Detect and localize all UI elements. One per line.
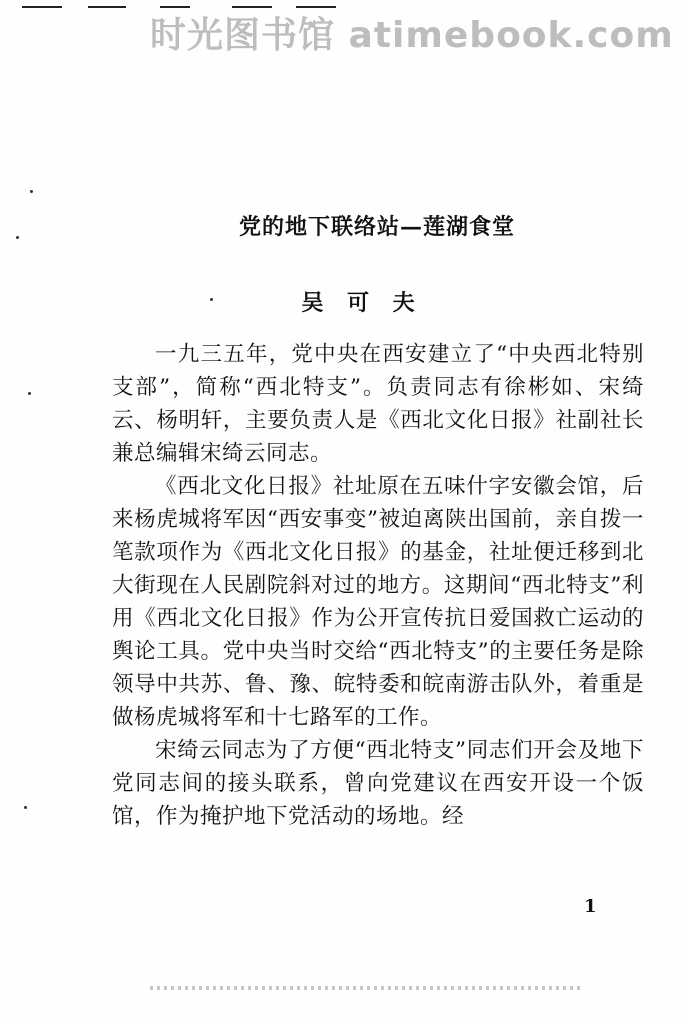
paragraph: 宋绮云同志为了方便“西北特支”同志们开会及地下党同志间的接头联系，曾向党建议在西安开设一个饭馆，作为掩护地下党活动的场地。经 [112, 738, 644, 829]
scan-speck [30, 190, 33, 193]
author-name: 吴 可 夫 [301, 290, 423, 316]
scan-speck [16, 236, 19, 239]
page-number: 1 [584, 896, 597, 917]
paragraph: 《西北文化日报》社址原在五味什字安徽会馆，后来杨虎城将军因“西安事变”被迫离陕出国前，亲自拨一笔款项作为《西北文化日报》的基金，社址便迁移到北大街现在人民剧院斜对过的地方。这期间“西北特支”利用《西北文化日报》作为公开宣传抗日爱国救亡运动的舆论工具。党中央当时交给“西北特支”的主要任务是除领导中共苏、鲁、豫、皖特委和皖南游击队外，着重是做杨虎城将军和十七路军的工作。 [112, 474, 644, 730]
scan-speck [24, 806, 27, 809]
scan-speck [28, 392, 31, 395]
page-title: 党的地下联络站—莲湖食堂 [238, 214, 515, 240]
top-edge-marks [0, 0, 684, 12]
scan-noise-line [150, 986, 580, 990]
article-body [112, 338, 644, 833]
scan-speck [210, 298, 213, 301]
paragraph: 一九三五年，党中央在西安建立了“中央西北特别支部”，简称“西北特支”。负责同志有徐彬如、宋绮云、杨明轩，主要负责人是《西北文化日报》社副社长兼总编辑宋绮云同志。 [112, 342, 644, 466]
watermark: 时光图书馆 atimebook.com [150, 15, 674, 56]
